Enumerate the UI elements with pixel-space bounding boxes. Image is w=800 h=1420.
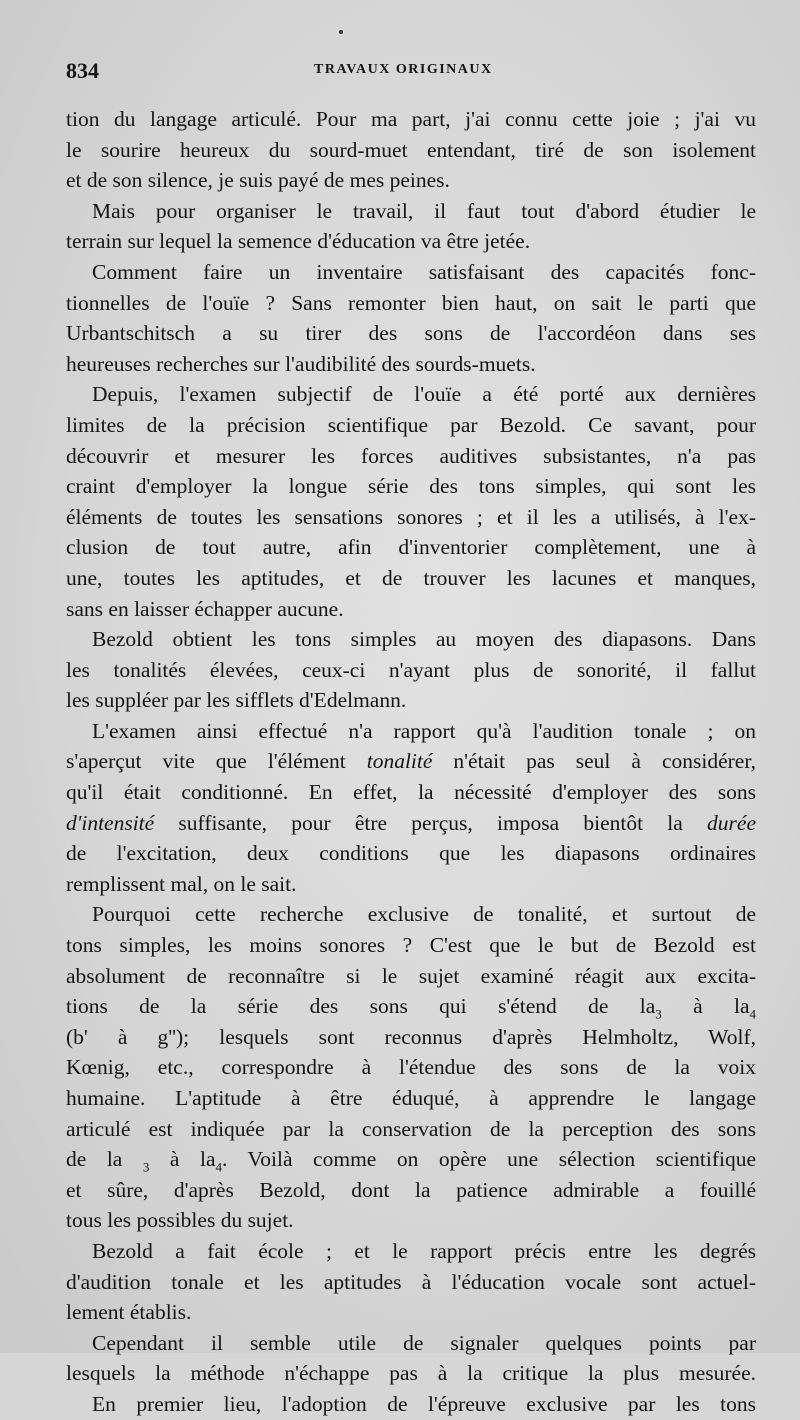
text-line — [66, 1205, 756, 1236]
ink-dot — [339, 30, 343, 34]
subscript: 4 — [749, 1006, 757, 1022]
text-line — [66, 104, 756, 135]
line-text: Cependant il semble utile de signaler quelques points par — [92, 1330, 756, 1355]
text-line — [66, 1144, 756, 1175]
text-line — [66, 257, 756, 288]
text-line — [66, 808, 756, 839]
text-line — [66, 777, 756, 808]
line-text: Depuis, l'examen subjectif de l'ouïe a été porté aux dernières — [92, 382, 756, 407]
line-text: Urbantschitsch a su tirer des sons de l'accordéon dans ses — [66, 321, 756, 346]
text-line — [66, 379, 756, 410]
text-line — [66, 196, 756, 227]
text-line — [66, 165, 756, 196]
subscript: 4 — [215, 1159, 222, 1175]
line-text: et de son silence, je suis payé de mes peines. — [66, 168, 450, 193]
line-text: Bezold a fait école ; et le rapport précis entre les degrés — [92, 1238, 756, 1263]
text-line — [66, 1358, 756, 1389]
line-text: L'examen ainsi effectué n'a rapport qu'à l'audition tonale ; on — [92, 718, 756, 743]
text-line — [66, 685, 756, 716]
text-line — [66, 532, 756, 563]
text-line — [66, 1083, 756, 1114]
text-line — [66, 991, 756, 1022]
line-text: éléments de toutes les sensations sonores ; et il les a utilisés, à l'ex- — [66, 504, 756, 529]
text-line — [66, 1175, 756, 1206]
text-line — [66, 655, 756, 686]
text-line — [66, 746, 756, 777]
line-text: clusion de tout autre, afin d'inventorier complètement, une à — [66, 535, 756, 560]
line-text: limites de la précision scientifique par Bezold. Ce savant, pour — [66, 412, 756, 437]
page-header — [66, 58, 756, 88]
line-text: Kœnig, etc., correspondre à l'étendue des sons de la voix — [66, 1055, 756, 1080]
subscript: 3 — [655, 1006, 662, 1022]
line-text: tions de la série des sons qui s'étend de la — [66, 994, 656, 1019]
line-text: Pourquoi cette recherche exclusive de tonalité, et surtout de — [92, 902, 756, 927]
text-line — [66, 441, 756, 472]
line-text: s'aperçut vite que l'élément — [66, 749, 367, 774]
line-text: absolument de reconnaître si le sujet examiné réagit aux excita- — [66, 963, 756, 988]
line-text: (b' à g''); lesquels sont reconnus d'après Helmholtz, Wolf, — [66, 1024, 756, 1049]
line-text: Comment faire un inventaire satisfaisant des capacités fonc- — [92, 259, 756, 284]
italic-term: d'intensité — [66, 810, 155, 835]
line-text: heureuses recherches sur l'audibilité des sourds-muets. — [66, 351, 536, 376]
text-line — [66, 288, 756, 319]
line-text: craint d'employer la longue série des tons simples, qui sont les — [66, 474, 756, 499]
line-text: d'audition tonale et les aptitudes à l'éducation vocale sont actuel- — [66, 1269, 756, 1294]
line-text: humaine. L'aptitude à être éduqué, à apprendre le langage — [66, 1086, 756, 1110]
line-text: une, toutes les aptitudes, et de trouver les lacunes et manques, — [66, 565, 756, 590]
line-text: de l'excitation, deux conditions que les diapasons ordinaires — [66, 841, 756, 866]
line-text: à la — [149, 1147, 216, 1172]
line-text: Mais pour organiser le travail, il faut tout d'abord étudier le — [92, 198, 756, 223]
text-line — [66, 899, 756, 930]
line-text: lesquels la méthode n'échappe pas à la critique la plus mesurée. — [66, 1361, 756, 1386]
line-text: En premier lieu, l'adoption de l'épreuve exclusive par les tons — [92, 1391, 756, 1416]
text-line — [66, 1328, 756, 1359]
text-line — [66, 961, 756, 992]
line-text: à la — [661, 994, 750, 1019]
text-line — [66, 930, 756, 961]
text-line — [66, 563, 756, 594]
line-text: tons simples, les moins sonores ? C'est que le but de Bezold est — [66, 933, 756, 958]
line-text: . Voilà comme on opère une sélection scientifique — [222, 1147, 756, 1172]
line-text: Bezold obtient les tons simples au moyen des diapasons. Dans — [92, 627, 756, 652]
text-line — [66, 594, 756, 625]
text-line — [66, 1052, 756, 1083]
text-line — [66, 838, 756, 869]
text-line — [66, 471, 756, 502]
line-text: tionnelles de l'ouïe ? Sans remonter bien haut, on sait le parti que — [66, 290, 756, 315]
text-line — [66, 410, 756, 441]
line-text: les tonalités élevées, ceux-ci n'ayant plus de sonorité, il fallut — [66, 657, 756, 682]
line-text: lement établis. — [66, 1300, 192, 1325]
line-text: terrain sur lequel la semence d'éducation va être jetée. — [66, 229, 531, 254]
text-line — [66, 716, 756, 747]
line-text: et sûre, d'après Bezold, dont la patience admirable a fouillé — [66, 1177, 756, 1202]
line-text: tous les possibles du sujet. — [66, 1208, 294, 1233]
running-title: TRAVAUX ORIGINAUX — [314, 62, 493, 77]
text-line — [66, 349, 756, 380]
line-text: qu'il était conditionné. En effet, la nécessité d'employer des sons — [66, 780, 756, 805]
text-line — [66, 1267, 756, 1298]
line-text: le sourire heureux du sourd-muet entendant, tiré de son isolement — [66, 137, 756, 162]
text-line — [66, 1389, 756, 1420]
line-text: les suppléer par les sifflets d'Edelmann. — [66, 688, 407, 713]
line-text: n'était pas seul à considérer, — [432, 749, 756, 774]
line-text: découvrir et mesurer les forces auditives subsistantes, n'a pas — [66, 443, 756, 468]
text-line — [66, 135, 756, 166]
line-text: articulé est indiquée par la conservation de la perception des sons — [66, 1116, 756, 1141]
text-line — [66, 869, 756, 900]
line-text: remplissent mal, on le sait. — [66, 871, 297, 896]
text-line — [66, 1114, 756, 1145]
italic-term: durée — [707, 810, 756, 835]
text-line — [66, 502, 756, 533]
text-line — [66, 624, 756, 655]
page-number: 834 — [66, 58, 99, 83]
line-text: suffisante, pour être perçus, imposa bientôt la — [154, 810, 708, 835]
line-text: tion du langage articulé. Pour ma part, j'ai connu cette joie ; j'ai vu — [66, 107, 756, 131]
line-text: sans en laisser échapper aucune. — [66, 596, 344, 621]
subscript: 3 — [142, 1159, 150, 1175]
text-line — [66, 226, 756, 257]
text-line — [66, 318, 756, 349]
text-line — [66, 1236, 756, 1267]
text-line — [66, 1297, 756, 1328]
line-text: de la — [66, 1147, 143, 1172]
body-text — [66, 104, 756, 1420]
italic-term: tonalité — [366, 749, 433, 774]
text-line — [66, 1022, 756, 1053]
